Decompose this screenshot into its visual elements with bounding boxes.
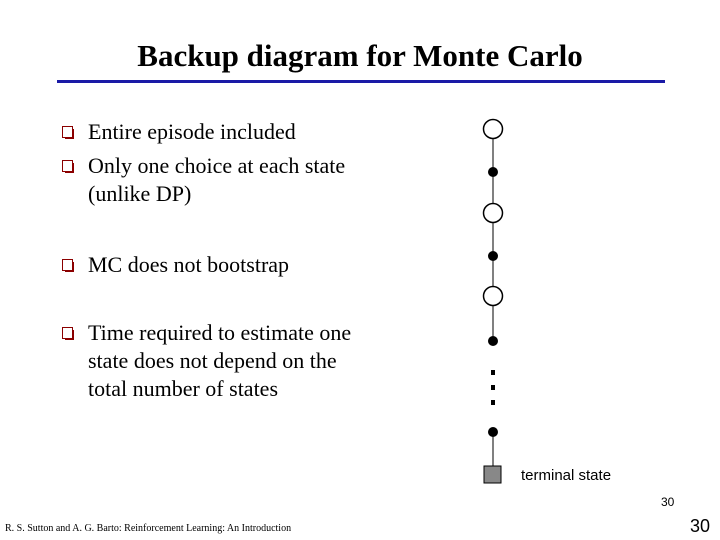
- bullet-box-icon: [62, 160, 73, 172]
- bullet-box-icon: [62, 259, 73, 271]
- bullet-text-line: state does not depend on the: [88, 348, 337, 373]
- bullet-text-line: total number of states: [88, 376, 279, 401]
- bullet-text-line: Only one choice at each state: [88, 153, 346, 178]
- backup-diagram: [470, 110, 530, 490]
- terminal-state-label: terminal state: [521, 467, 612, 484]
- state-node: [484, 204, 503, 223]
- bullet-text-line: Entire episode included: [88, 119, 296, 144]
- title-rule: [57, 80, 665, 83]
- action-node: [488, 167, 498, 177]
- ellipsis-dot: [491, 370, 495, 375]
- action-node: [488, 251, 498, 261]
- bullet-text-line: (unlike DP): [88, 181, 192, 206]
- page-number: 30: [690, 516, 711, 536]
- ellipsis-dot: [491, 400, 495, 405]
- slide-number-small: 30: [661, 495, 675, 509]
- terminal-state-node: [484, 466, 501, 483]
- state-node: [484, 120, 503, 139]
- ellipsis-dot: [491, 385, 495, 390]
- slide-title: Backup diagram for Monte Carlo: [137, 38, 583, 73]
- action-node: [488, 427, 498, 437]
- bullet-text-line: Time required to estimate one: [88, 320, 352, 345]
- footer-citation: R. S. Sutton and A. G. Barto: Reinforcement Learning: An Introduction: [5, 523, 292, 534]
- bullet-box-icon: [62, 327, 73, 339]
- bullet-box-icon: [62, 126, 73, 138]
- bullet-text-line: MC does not bootstrap: [88, 252, 290, 277]
- action-node: [488, 336, 498, 346]
- state-node: [484, 287, 503, 306]
